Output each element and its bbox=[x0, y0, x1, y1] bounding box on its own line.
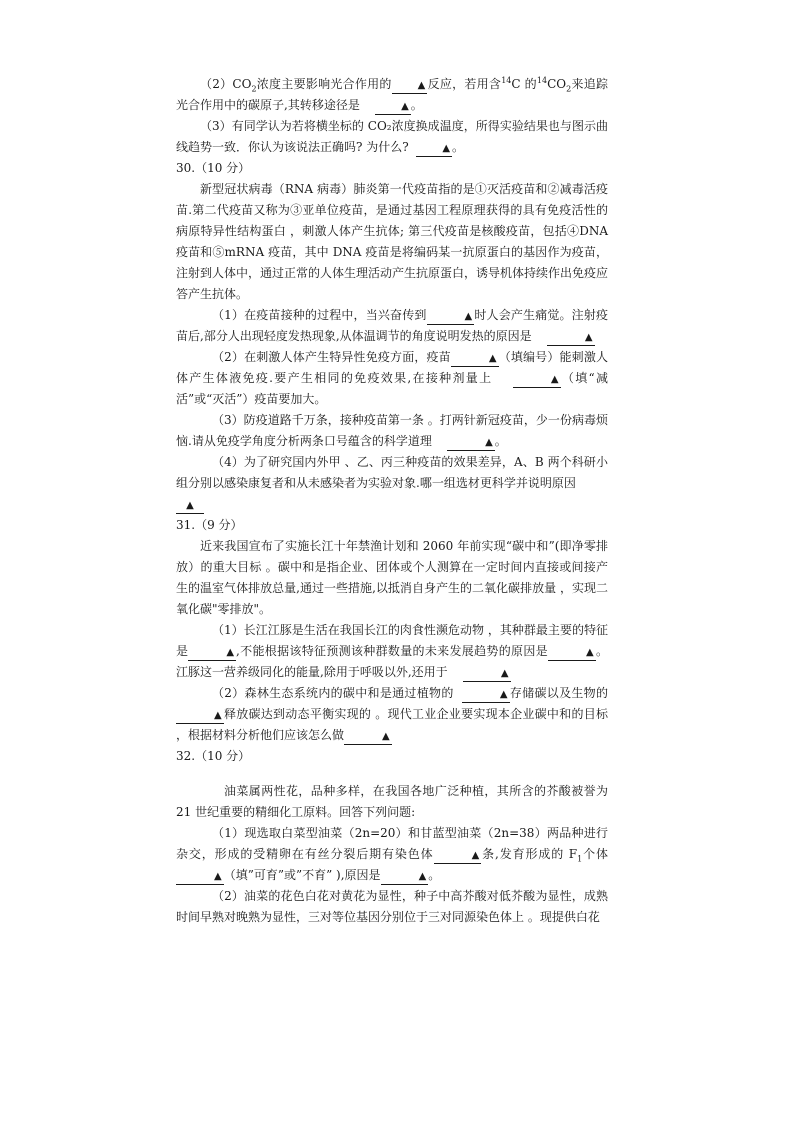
text: （1）现选取白菜型油菜（2n=20）和甘蓝型油菜（2n=38）两品种进行杂交，形成的受精卵在有丝分裂后期有染色体 bbox=[176, 826, 608, 861]
text: 。江豚这一营养级同化的能量,除用于呼吸以外,还用于 bbox=[176, 644, 608, 679]
answer-blank[interactable] bbox=[451, 350, 499, 367]
superscript: 14 bbox=[501, 76, 512, 85]
text: 。 bbox=[494, 434, 507, 448]
text: 。 bbox=[428, 868, 441, 882]
answer-blank[interactable] bbox=[392, 77, 428, 94]
text: （2）森林生态系统内的碳中和是通过植物的 bbox=[212, 686, 454, 700]
text: 释放碳达到动态平衡实现的 。现代工业企业要实现本企业碳中和的目标 ，根据材料分析他们应该怎么做 bbox=[176, 707, 608, 742]
answer-blank[interactable] bbox=[462, 686, 510, 703]
q30-sub1 bbox=[176, 305, 608, 347]
text: （填“减活”或“灭活”）疫苗要加大。 bbox=[176, 371, 609, 406]
answer-blank[interactable] bbox=[381, 868, 429, 885]
blank-marker: ▲ bbox=[417, 80, 426, 91]
text: 反应，若用含 bbox=[427, 77, 502, 91]
question-32-intro: 油菜属两性花，品种多样，在我国各地广泛种植，其所含的芥酸被誉为 21 世纪重要的精细化工原料。回答下列问题: bbox=[176, 784, 608, 819]
text: （填”可育”或”不育” ),原因是 bbox=[223, 868, 381, 882]
answer-blank[interactable] bbox=[375, 98, 411, 115]
q32-sub2: （2）油菜的花色白花对黄花为显性，种子中高芥酸对低芥酸为显性，成熟时间早熟对晚熟为显性，三对等位基因分别位于三对同源染色体上 。现提供白花 bbox=[176, 889, 608, 924]
answer-blank[interactable] bbox=[427, 308, 475, 325]
text: （2）在刺激人体产生特异性免疫方面，疫苗 bbox=[212, 350, 451, 364]
text: 。 bbox=[452, 140, 465, 154]
answer-blank[interactable] bbox=[176, 868, 224, 885]
answer-blank[interactable] bbox=[176, 707, 224, 724]
text: 来追踪 bbox=[571, 77, 608, 91]
subscript: 2 bbox=[566, 84, 572, 94]
spacer bbox=[176, 767, 608, 781]
text: 条,发育形成的 F bbox=[481, 847, 578, 861]
blank-marker: ▲ bbox=[186, 500, 194, 511]
q30-sub2 bbox=[176, 347, 608, 410]
blank-marker: ▲ bbox=[464, 311, 473, 322]
question-31-heading: 31.（9 分） bbox=[176, 518, 243, 532]
q31-sub2 bbox=[176, 683, 608, 746]
answer-blank[interactable] bbox=[176, 497, 204, 514]
answer-blank[interactable] bbox=[188, 644, 236, 661]
text: ,不能根据该特征预测该种群数量的未来发展趋势的原因是 bbox=[236, 644, 548, 658]
text: 浓度主要影响光合作用的 bbox=[256, 77, 392, 91]
text: 。 bbox=[410, 98, 423, 112]
text: （1）在疫苗接种的过程中，当兴奋传到 bbox=[212, 308, 427, 322]
q32-sub1 bbox=[176, 823, 608, 886]
blank-marker: ▲ bbox=[401, 101, 409, 112]
blank-marker: ▲ bbox=[584, 332, 593, 343]
blank-marker: ▲ bbox=[471, 850, 480, 861]
text: （填编号）能刺激人体产生体液免疫.要产生相同的免疫效果,在接种剂量上 bbox=[176, 350, 608, 385]
text: CO bbox=[547, 77, 567, 91]
text: C 的 bbox=[511, 77, 537, 91]
q30-sub3 bbox=[176, 410, 608, 452]
text: 存储碳以及生物的 bbox=[509, 686, 608, 700]
text: （1）长江江豚是生活在我国长江的肉食性濒危动物 ，其种群最主要的特征是 bbox=[176, 623, 608, 658]
superscript: 14 bbox=[536, 76, 548, 85]
subscript: 1 bbox=[577, 854, 583, 864]
question-30-heading: 30.（10 分） bbox=[176, 161, 251, 175]
blank-marker: ▲ bbox=[382, 731, 390, 742]
q30-sub4-answer bbox=[176, 494, 608, 515]
text: （3）有同学认为若将横坐标的 CO₂浓度换成温度，所得实验结果也与图示曲线趋势一致．你认为该说法正确吗? 为什么? bbox=[176, 119, 608, 154]
answer-blank[interactable] bbox=[548, 644, 596, 661]
blank-marker: ▲ bbox=[488, 353, 497, 364]
blank-marker: ▲ bbox=[485, 437, 493, 448]
answer-blank[interactable] bbox=[547, 329, 595, 346]
answer-blank[interactable] bbox=[513, 371, 561, 388]
answer-blank[interactable] bbox=[344, 728, 392, 745]
blank-marker: ▲ bbox=[418, 871, 427, 882]
blank-marker: ▲ bbox=[226, 647, 235, 658]
subscript: 2 bbox=[251, 84, 257, 94]
question-31-intro: 近来我国宣布了实施长江十年禁渔计划和 2060 年前实现“碳中和”(即净零排放）的重大目标 。碳中和是指企业、团体或个人测算在一定时间内直接或间接产生的温室气体排放总量,通过一些措施,以抵消自身产生的二氧化碳排放量 ，实现二氧化碳"零排放"。 bbox=[176, 539, 608, 616]
q30-sub4 bbox=[176, 452, 608, 494]
text: （4）为了研究国内外甲 、乙、丙三种疫苗的效果差异，A、B 两个科研小组分别以感染康复者和从未感染者为实验对象.哪一组选材更科学并说明原因 bbox=[176, 455, 608, 490]
blank-marker: ▲ bbox=[500, 668, 509, 679]
page-content bbox=[176, 74, 608, 928]
text: （2）CO bbox=[200, 77, 252, 91]
q29-sub2 bbox=[176, 74, 608, 116]
answer-blank[interactable] bbox=[447, 434, 495, 451]
question-32-heading: 32.（10 分） bbox=[176, 749, 251, 763]
blank-marker: ▲ bbox=[214, 871, 222, 882]
text: 个体 bbox=[582, 847, 608, 861]
blank-marker: ▲ bbox=[499, 689, 508, 700]
blank-marker: ▲ bbox=[585, 647, 594, 658]
blank-marker: ▲ bbox=[550, 374, 559, 385]
blank-marker: ▲ bbox=[442, 143, 451, 154]
q31-sub1 bbox=[176, 620, 608, 683]
answer-blank[interactable] bbox=[434, 847, 482, 864]
answer-blank[interactable] bbox=[463, 665, 511, 682]
text: 时人会产生痛觉。注射疫苗后,部分人出现轻度发热现象,从体温调节的角度说明发热的原因是 bbox=[176, 308, 608, 343]
question-30-intro: 新型冠状病毒（RNA 病毒）肺炎第一代疫苗指的是①灭活疫苗和②减毒活疫苗.第二代疫苗又称为③亚单位疫苗，是通过基因工程原理获得的具有免疫活性的病原特异性结构蛋白 ，刺激人体产生抗体; 第三代疫苗是核酸疫苗，包括④DNA 疫苗和⑤mRNA 疫苗，其中 DNA 疫苗是将编码某一抗原蛋白的基因作为疫苗，注射到人体中，通过正常的人体生理活动产生抗原蛋白，诱导机体持续作出免疫应答产生抗体。 bbox=[176, 182, 609, 301]
text: 光合作用中的碳原子,其转移途径是 bbox=[176, 98, 360, 112]
answer-blank[interactable] bbox=[416, 140, 452, 157]
text: （3）防疫道路千万条，接种疫苗第一条 。打两针新冠疫苗，少一份病毒烦恼.请从免疫学角度分析两条口号蕴含的科学道理 bbox=[176, 413, 608, 448]
q29-sub3 bbox=[176, 116, 608, 158]
blank-marker: ▲ bbox=[214, 710, 222, 721]
